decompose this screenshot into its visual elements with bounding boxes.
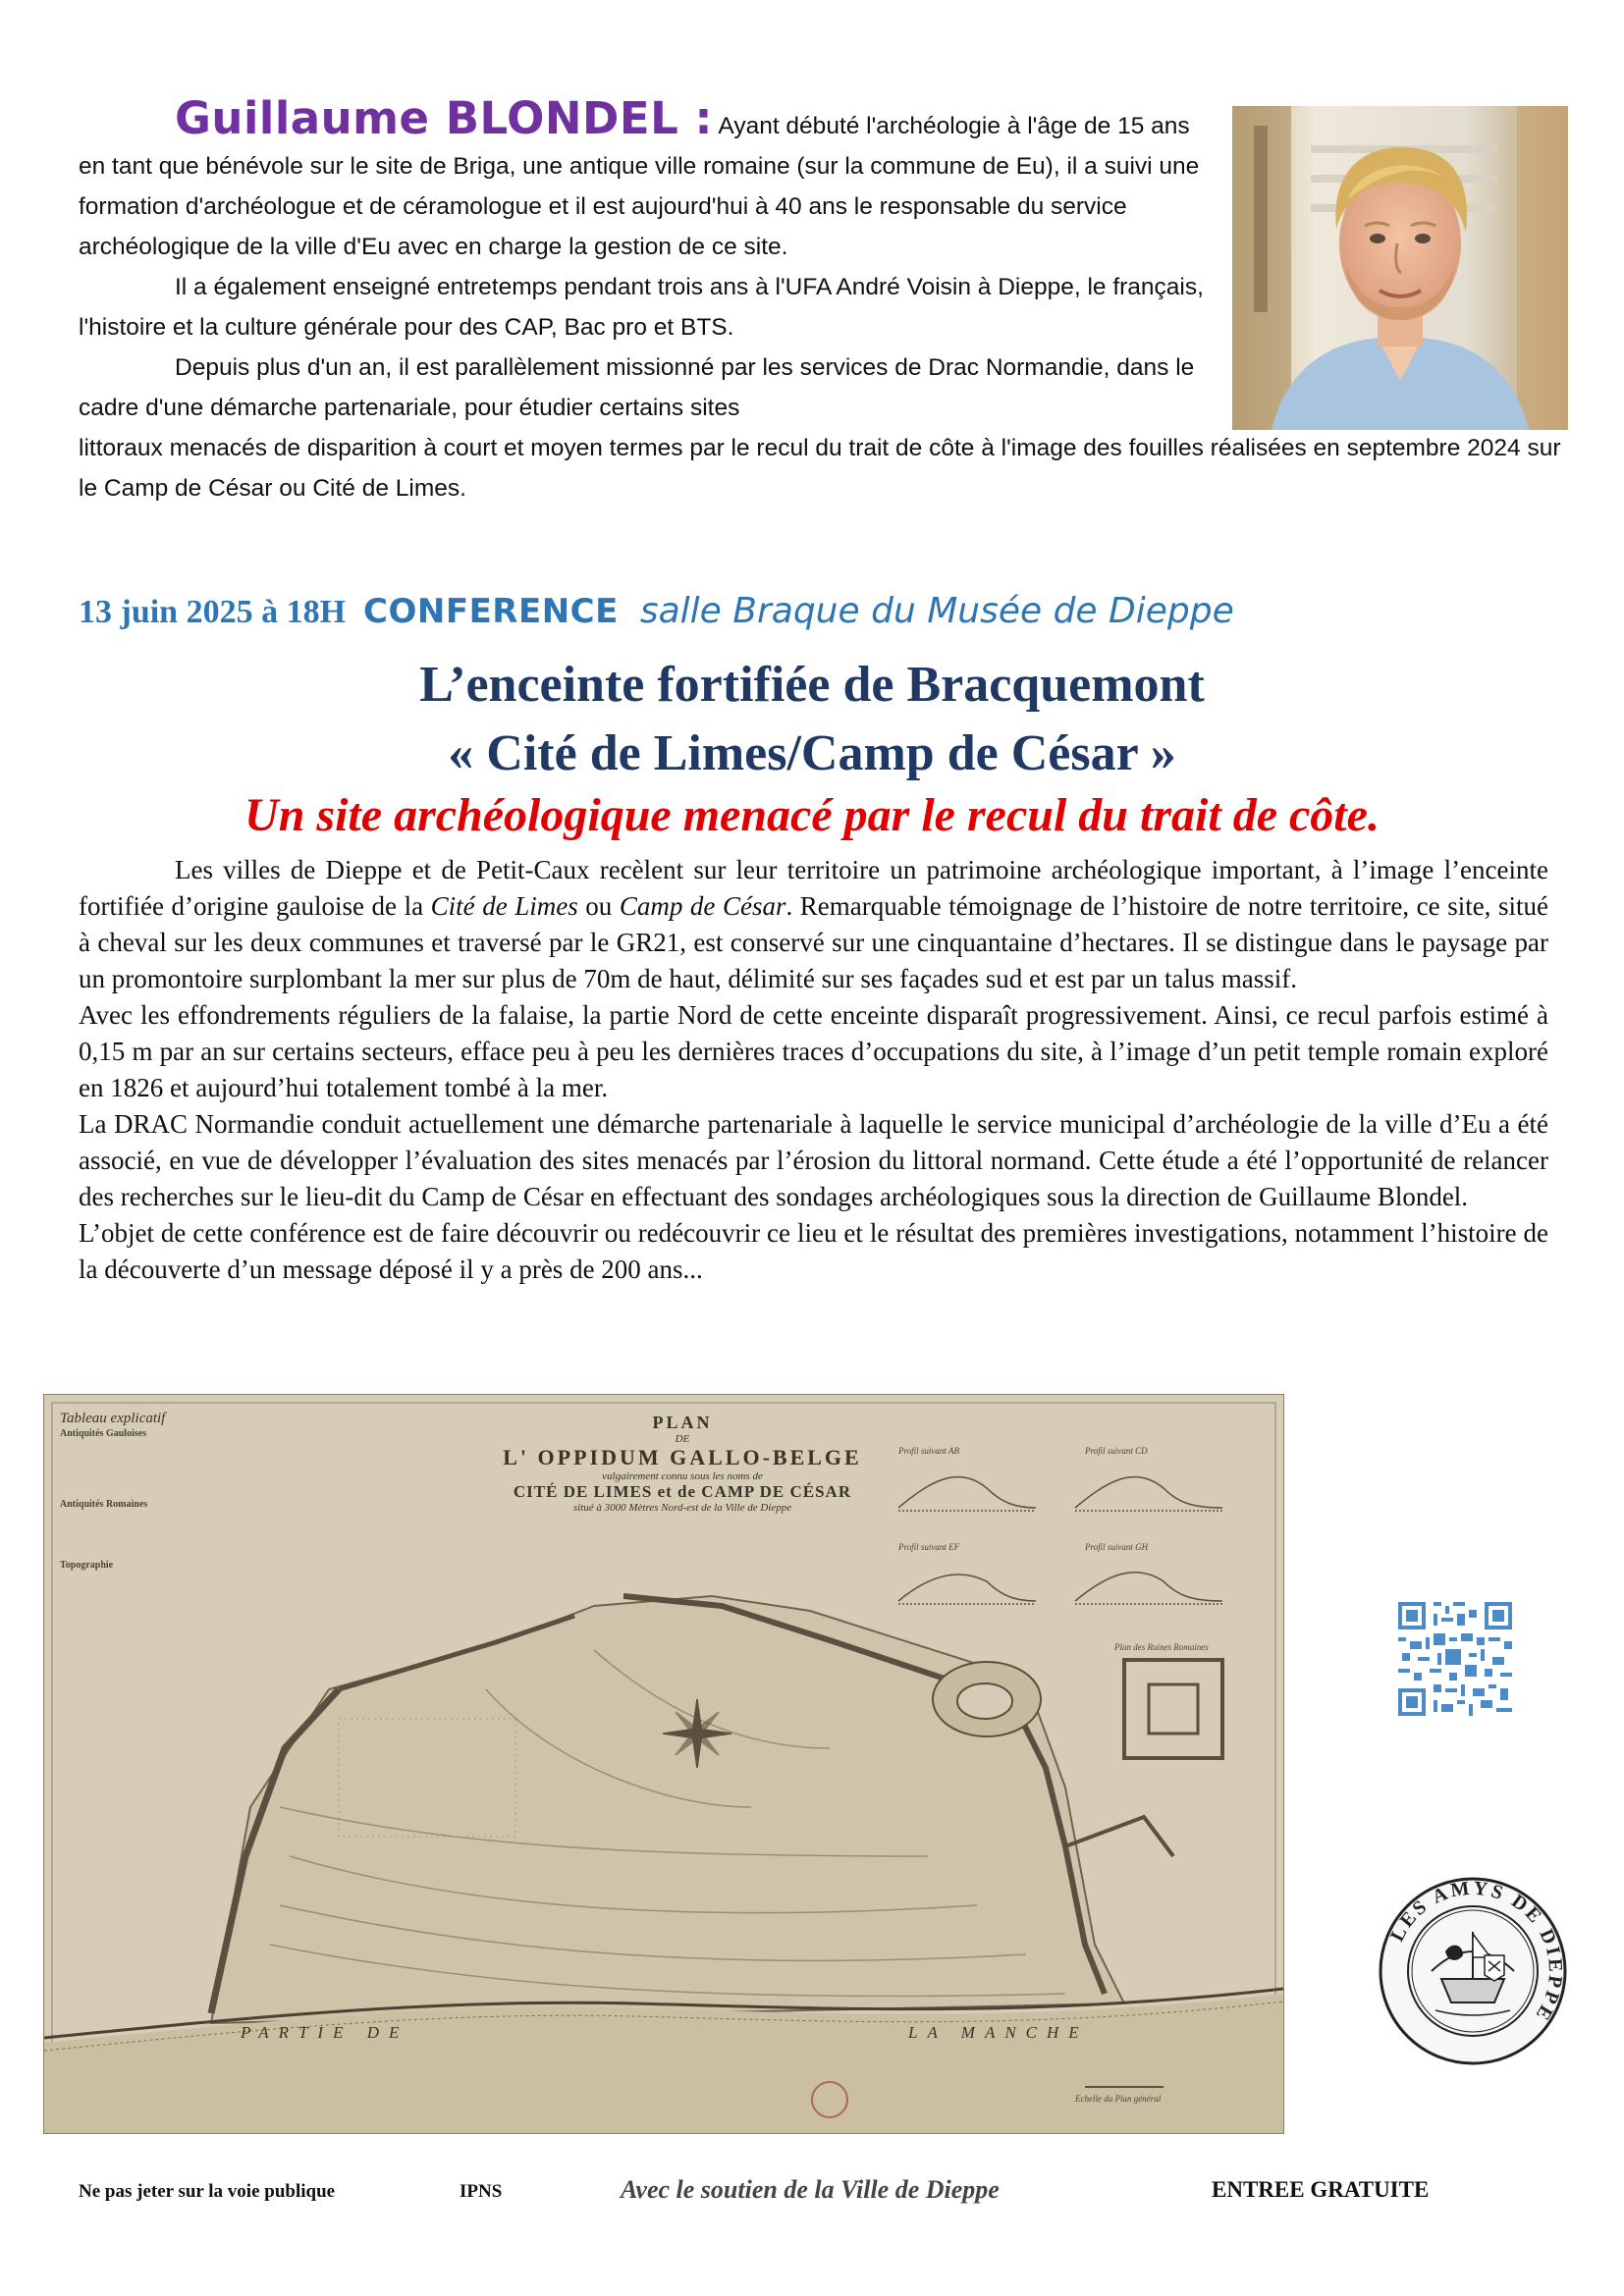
conference-label: CONFERENCE bbox=[363, 592, 619, 631]
body-p1-cite: Cité de Limes bbox=[430, 891, 578, 921]
footer-ipns: IPNS bbox=[460, 2181, 503, 2202]
body-p1-text-a: Les villes de Dieppe et de Petit-Caux recèlent sur leur territoire un patrimoine archéologique important, à l’image l’enceinte fortifiée d’origine gauloise de la bbox=[79, 855, 1548, 921]
footer-support: Avec le soutien de la Ville de Dieppe bbox=[621, 2175, 1000, 2204]
map-title-oppidum: L' OPPIDUM GALLO-BELGE bbox=[503, 1445, 862, 1469]
map-sea-label-right: LA MANCHE bbox=[908, 2023, 1089, 2042]
map-title-site-names: CITÉ DE LIMES et de CAMP DE CÉSAR bbox=[513, 1482, 852, 1501]
bio-intro-paragraph bbox=[79, 92, 1208, 267]
map-profile-ef: Profil suivant EF bbox=[898, 1542, 960, 1552]
seal-text: LES AMYS DE DIEPPE bbox=[1386, 1877, 1567, 2027]
map-profile-cd: Profil suivant CD bbox=[1085, 1446, 1148, 1456]
map-legend-title: Tableau explicatif bbox=[60, 1411, 166, 1426]
map-title-plan: PLAN bbox=[652, 1413, 713, 1432]
body-p1-camp: Camp de César bbox=[619, 891, 786, 921]
map-title-location: situé à 3000 Mètres Nord-est de la Ville de Dieppe bbox=[572, 1502, 792, 1514]
map-legend-topography: Topographie bbox=[60, 1560, 114, 1571]
footer-free-entry: ENTREE GRATUITE bbox=[1212, 2177, 1430, 2202]
conference-title-line2: « Cité de Limes/Camp de César » bbox=[448, 725, 1176, 781]
map-legend bbox=[60, 1413, 227, 1572]
body-paragraph-3: La DRAC Normandie conduit actuellement une démarche partenariale à laquelle le service municipal d’archéologie de la ville d’Eu a été associé, en vue de développer l’évaluation des sites menacés par l’érosion du littoral normand. Cette étude a été l’opportunité de relancer des recherches sur le lieu-dit du Camp de César en effectuant des sondages archéologiques sous la direction de Guillaume Blondel. bbox=[79, 1109, 1548, 1211]
map-scale-label: Echelle du Plan général bbox=[1075, 2094, 1162, 2104]
body-paragraph-2: Avec les effondrements réguliers de la falaise, la partie Nord de cette enceinte disparaît progressivement. Ainsi, ce recul parfois estimé à 0,15 m par an sur certains secteurs, efface peu à peu les dernières traces d’occupations du site, à l’image d’un petit temple romain exploré en 1826 et aujourd’hui totalement tombé à la mer. bbox=[79, 1000, 1548, 1102]
speaker-portrait-photo bbox=[1232, 106, 1568, 430]
bio-teaching-paragraph: Il a également enseigné entretemps pendant trois ans à l'UFA André Voisin à Dieppe, le français, l'histoire et la culture générale pour des CAP, Bac pro et BTS. bbox=[79, 274, 1204, 341]
bio-intro-text: Ayant débuté l'archéologie à l'âge de 15 ans en tant que bénévole sur le site de Briga, une antique ville romaine (sur la commune de Eu), il a suivi une formation d'archéologue et de céramologue et il est aujourd'hui à 40 ans le responsable du service archéologique de la ville d'Eu avec en charge la gestion de ce site. bbox=[79, 113, 1200, 260]
map-title-block bbox=[437, 1413, 928, 1514]
speaker-name: Guillaume BLONDEL : bbox=[175, 92, 713, 144]
conference-place: salle Braque du Musée de Dieppe bbox=[639, 591, 1234, 631]
footer-do-not-litter: Ne pas jeter sur la voie publique bbox=[79, 2181, 336, 2202]
map-title-vulgairement: vulgairement connu sous les noms de bbox=[602, 1470, 763, 1482]
conference-info-line bbox=[79, 591, 1551, 631]
body-p1-ou: ou bbox=[577, 891, 620, 921]
body-p1-text-b: . Remarquable témoignage de l’histoire de notre territoire, ce site, situé à cheval sur les deux communes et traversé par le GR21, est conservé sur une cinquantaine d’hectares. Il se distingue dans le paysage par un promontoire surplombant la mer sur plus de 70m de haut, délimité sur ses façades sud et est par un talus massif. bbox=[79, 891, 1548, 993]
conference-date: 13 juin 2025 à 18H bbox=[79, 594, 347, 630]
body-paragraph-4: L’objet de cette conférence est de faire découvrir ou redécouvrir ce lieu et le résultat des premières investigations, notamment l’histoire de la découverte d’un message déposé il y a près de 200 ans... bbox=[79, 1218, 1548, 1284]
bio-mission-paragraph: Depuis plus d'un an, il est parallèlement missionné par les services de Drac Normandie, dans le cadre d'une démarche partenariale, pour étudier certains sites bbox=[79, 354, 1195, 421]
conference-subtitle: Un site archéologique menacé par le recul du trait de côte. bbox=[244, 789, 1380, 841]
conference-title-line1: L’enceinte fortifiée de Bracquemont bbox=[419, 657, 1205, 713]
map-title-de: DE bbox=[675, 1433, 690, 1445]
map-profile-gh: Profil suivant GH bbox=[1085, 1542, 1149, 1552]
map-sea-label-left: PARTIE DE bbox=[241, 2023, 409, 2042]
amys-de-dieppe-seal-logo bbox=[1375, 1873, 1571, 2069]
qr-code[interactable] bbox=[1394, 1598, 1516, 1720]
historic-site-plan-map bbox=[43, 1394, 1284, 2134]
conference-description bbox=[79, 852, 1548, 1288]
map-temple-label: Plan des Ruines Romaines bbox=[1114, 1642, 1209, 1652]
map-legend-roman: Antiquités Romaines bbox=[60, 1499, 148, 1510]
bio-mission-paragraph-cont: littoraux menacés de disparition à court et moyen termes par le recul du trait de côte à l'image des fouilles réalisées en septembre 2024 sur le Camp de César ou Cité de Limes. bbox=[79, 435, 1561, 502]
map-legend-gaulish: Antiquités Gauloises bbox=[60, 1428, 147, 1439]
body-paragraph-1 bbox=[79, 852, 1548, 997]
map-profile-ab: Profil suivant AB bbox=[898, 1446, 959, 1456]
